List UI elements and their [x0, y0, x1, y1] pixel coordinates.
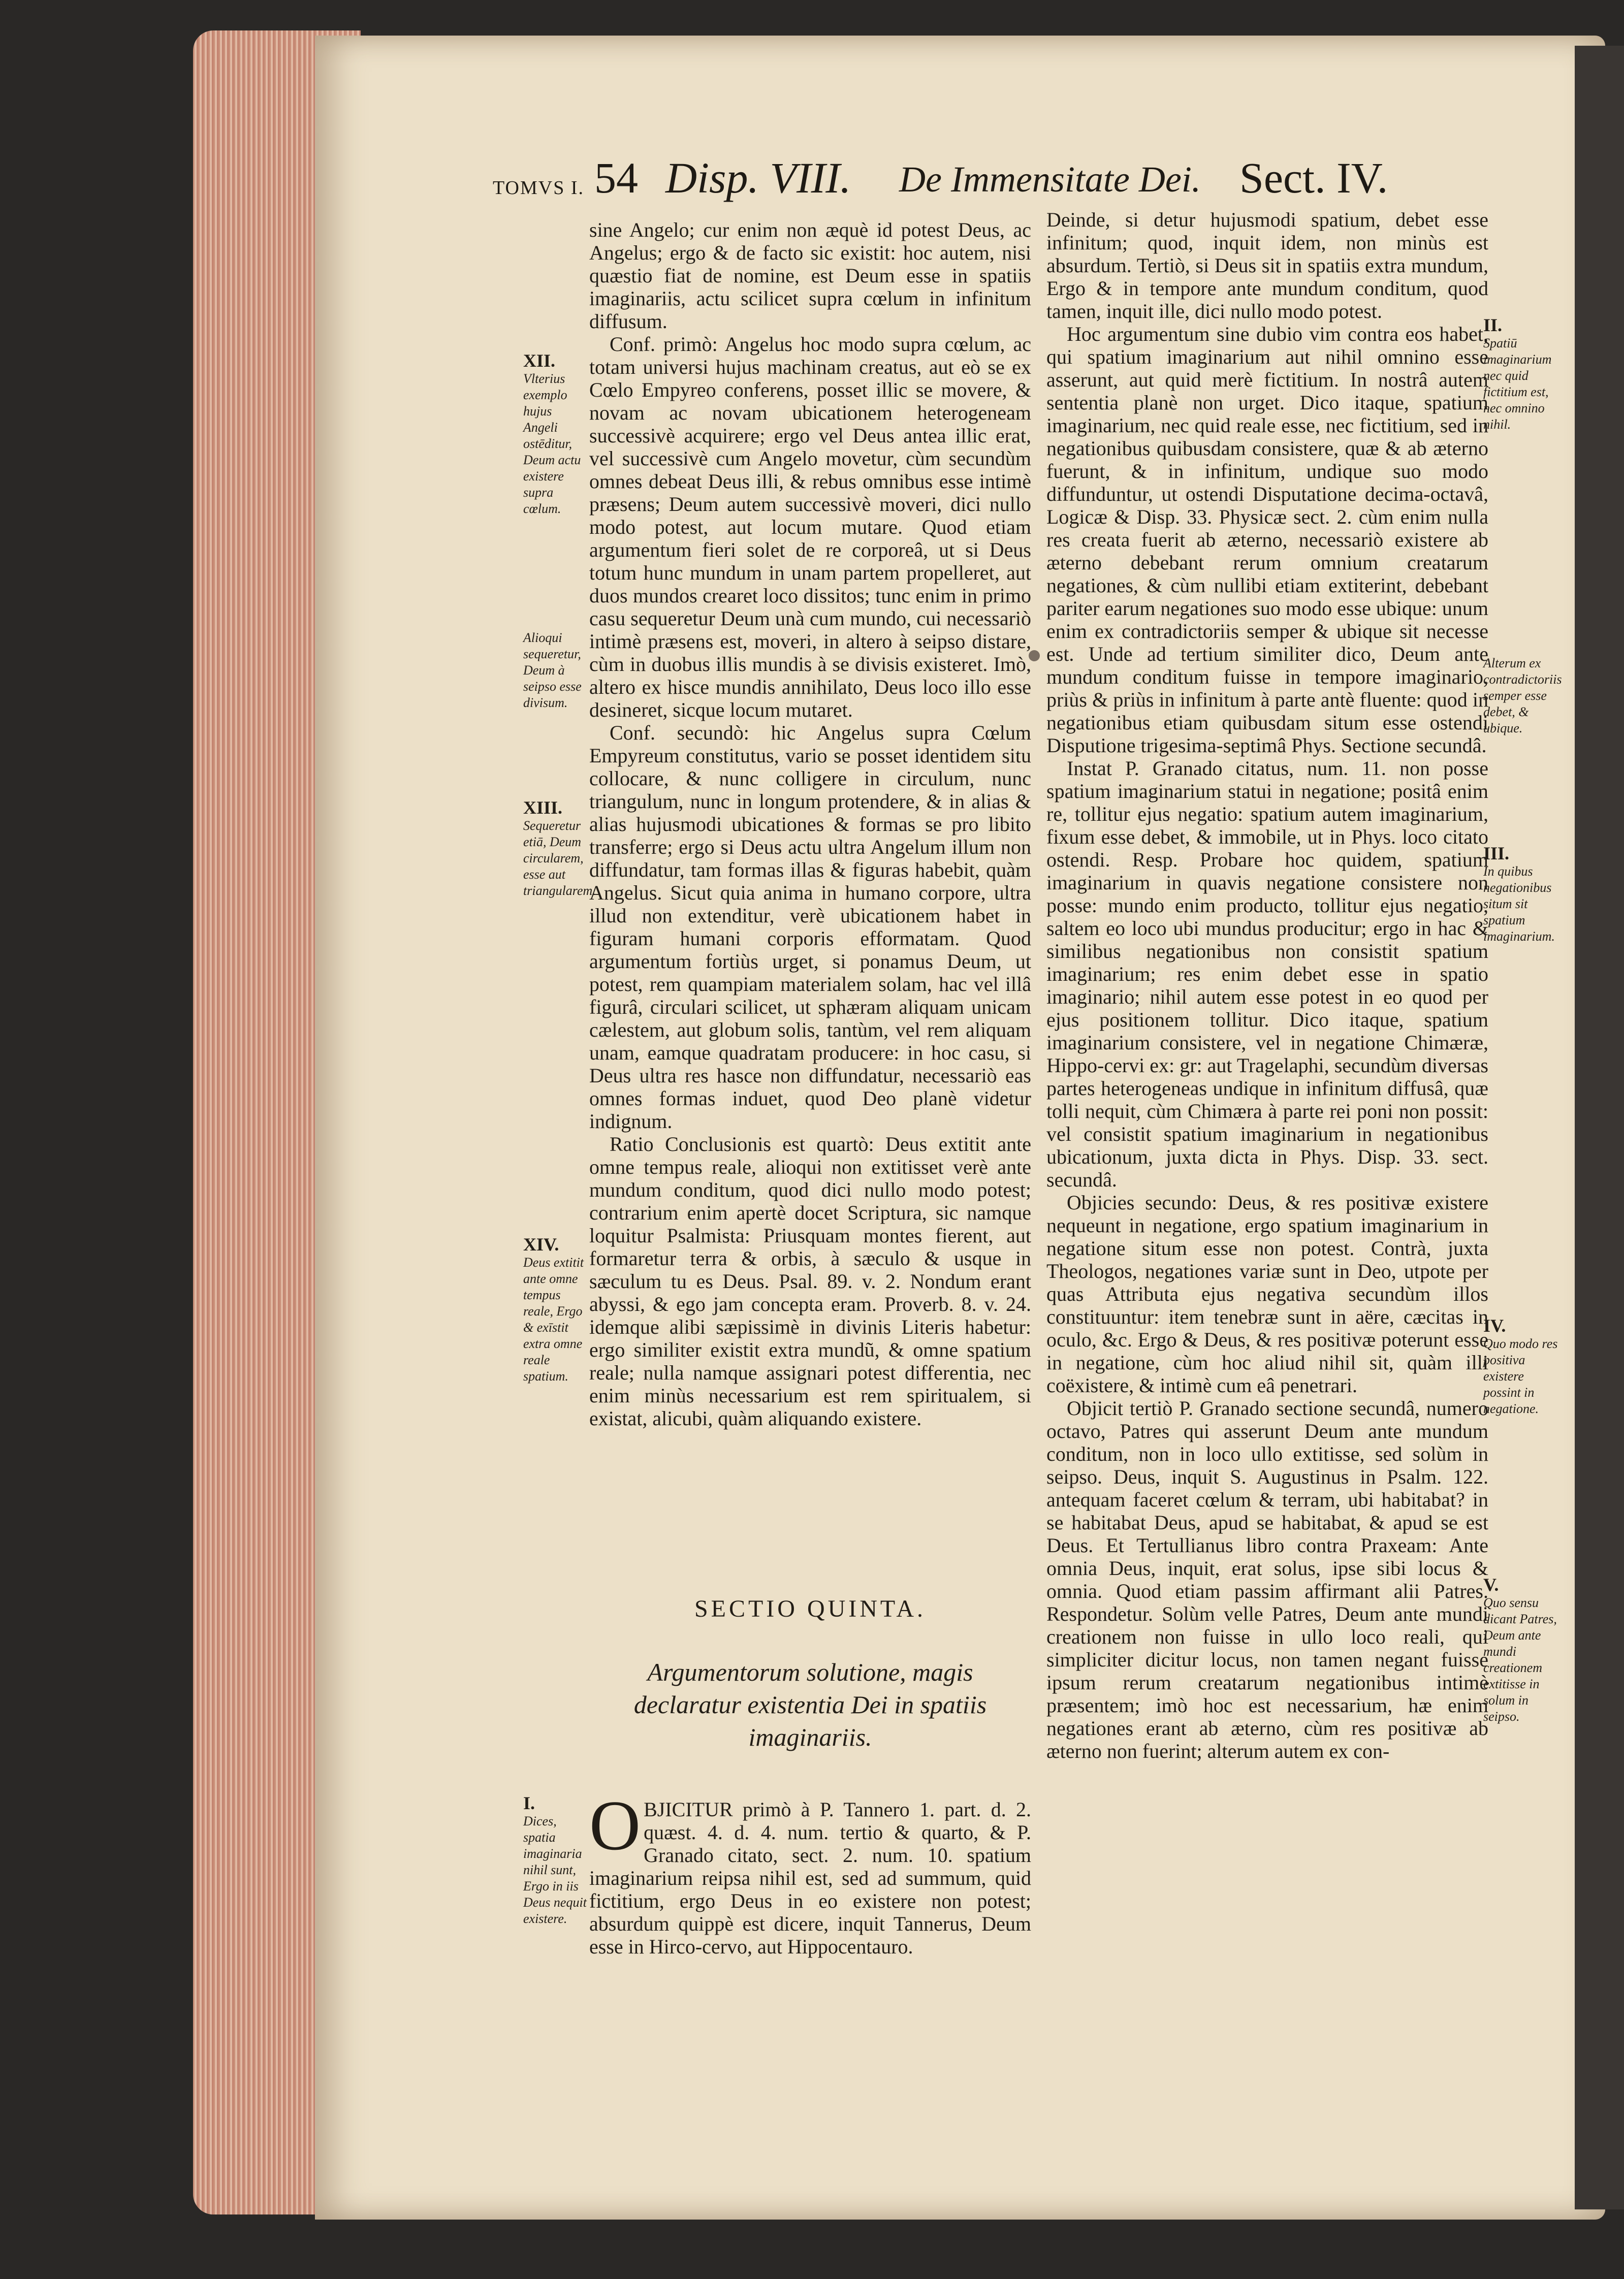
margin-note: Alioqui sequeretur, Deum à seipso esse divisum.	[523, 630, 582, 710]
paragraph: Deinde, si detur hujusmodi spatium, debet esse infinitum; quod, inquit idem, non minùs est absurdum. Tertiò, si Deus sit in spatiis extra mundum, Ergo & in tempore ante mundum conditum, quod tamen, inquit ille, dici nullo modo potest.	[1046, 208, 1488, 323]
section-heading: SECTIO QUINTA.	[694, 1595, 927, 1622]
margin-note: XII. Vlterius exemplo hujus Angeli ostēditur, Deum actu existere supra cœlum.	[523, 350, 581, 516]
running-title: De Immensitate Dei.	[899, 159, 1201, 200]
paragraph: sine Angelo; cur enim non æquè id potest Deus, ac Angelus; ergo & de facto sic existit: hoc autem, nisi quæstio fiat de nomine, est Deum esse in spatiis imaginariis, actu scilicet supra cœlum in infinitum diffusum.	[589, 218, 1031, 333]
margin-note: Alterum ex contradictoriis semper esse debet, & ubique.	[1483, 656, 1562, 735]
right-column	[1046, 208, 1488, 1996]
paragraph: Conf. primò: Angelus hoc modo supra cœlum, ac totam universi hujus machinam creatus, aut eò se ex Cœlo Empyreo conferens, posset illic se movere, & novam ac novam ubicationem heterogeneam successivè acquirere; ergo vel Deus antea illic erat, vel successivè cum Angelo movetur, cùm secundùm omnes debeat Deus illi, & rebus omnibus esse intimè præsens; Deum autem successivè moveri, dici nullo modo potest, aut locum mutare. Quod etiam argumentum fieri solet de re corporeâ, ut si Deus totum hunc mundum in unam partem propelleret, aut duos mundos crearet loco dissitos; tunc enim in primo casu sequeretur Deum unà cum mundo, cui necessariò intimè præsens est, moveri, in altero à seipso distare, cùm in duobus illis mundis à se divisis existeret. Imò, altero ex hisce mundis annihilato, Deus loco illo esse desineret, sicque locum mutaret.	[589, 333, 1031, 721]
margin-note: II. Spatiū imaginarium nec quid fictitium est, nec omnino nihil.	[1483, 315, 1552, 432]
paragraph	[589, 1786, 1031, 1958]
paragraph-text: BJICITUR primò à P. Tannero 1. part. d. 2. quæst. 4. d. 4. num. tertio & quarto, & P. Granado citato, sect. 2. num. 10. spatium imaginarium reipsa nihil est, sed ad summum, quid fictitium, ergo Deus in eo existere non potest; absurdum quippè est dicere, inquit Tannerus, Deum esse in Hirco-cervo, aut Hippocentauro.	[589, 1798, 1031, 1958]
left-column	[589, 218, 1031, 1524]
margin-note: V. Quo sensu dicant Patres, Deum ante mundi creationem extitisse in solum in seipso.	[1483, 1575, 1557, 1724]
paragraph: Objicies secundo: Deus, & res positivæ existere nequeunt in negatione, ergo spatium imaginarium in negatione situm esse non potest. Contrà, juxta Theologos, negationes variæ sunt in Deo, utpote per quas Attributa ejus negativa secundùm illos constituuntur: item tenebræ sunt in aëre, cæcitas in oculo, &c. Ergo & Deus, & res positivæ poterunt esse in negatione, cùm hoc aliud nihil sit, quàm illi coëxistere, & intimè cum eâ penetrari.	[1046, 1191, 1488, 1397]
page-number: 54	[594, 153, 638, 202]
paragraph: Objicit tertiò P. Granado sectione secundâ, numero octavo, Patres qui asserunt Deum ante mundum conditum, non in loco ullo extitisse, sed solùm in seipso. Deus, inquit S. Augustinus in Psalm. 122. antequam faceret cœlum & terram, ubi habitabat? in se habitabat Deus, apud se habitabat, & apud se est Deus. Et Tertullianus libro contra Praxeam: Ante omnia Deus, inquit, erat solus, ipse sibi locus & omnia. Quod etiam passim affirmant alii Patres. Respondetur. Solùm velle Patres, Deum ante mundi creationem non fuisse in ullo loco reali, qui simpliciter dicitur locus, non tamen negant fuisse ipsum rerum creatarum negationibus intimè præsentem; imò hoc est necessarium, hæ enim negationes erant ab æterno, cùm res positivæ ab æterno non fuerint; alterum autem ex con-	[1046, 1397, 1488, 1762]
left-column-continued	[589, 1786, 1031, 2001]
margin-note: I. Dices, spatia imaginaria nihil sunt, Ergo in iis Deus nequit existere.	[523, 1793, 587, 1926]
page-header	[493, 152, 1509, 213]
paragraph: Conf. secundò: hic Angelus supra Cœlum Empyreum constitutus, vario se posset identidem situ collocare, & nunc colligere in circulum, nunc triangulum, nunc in longum protendere, & in alias & alias hujusmodi ubicationes & formas se pro libito transferre; ergo si Deus actu ultra Angelum illum non diffundatur, tam formas illas & figuras habebit, quàm Angelus. Sicut quia anima in humano corpore, ultra illud non extenditur, verè ubicationem habet in figuram humani corporis efformatam. Quod argumentum fortiùs urget, si ponamus Deum, ut potest, rem quampiam materialem solam, hac vel illâ figurâ, circulari scilicet, ut sphæram aliquam unicam cælestem, aut globum solis, tantùm, vel rem aliquam unam, eamque quadratam producere: in hoc casu, si Deus ultra res hasce non diffundatur, necessariò eas omnes formas induet, quod Deo planè videtur indignum.	[589, 721, 1031, 1133]
margin-note: XIII. Sequeretur etiā, Deum circularem, esse aut triangularem.	[523, 797, 596, 898]
tomus-label: TOMVS I.	[493, 177, 584, 199]
section-subtitle: Argumentorum solutione, magis declaratur existentia Dei in spatiis imaginariis.	[633, 1658, 987, 1751]
disp-label: Disp. VIII.	[665, 153, 851, 202]
margin-note: IV. Quo modo res positiva existere possint in negatione.	[1483, 1315, 1558, 1416]
paragraph: Ratio Conclusionis est quartò: Deus extitit ante omne tempus reale, alioqui non extitisset verè ante mundum conditum, quod dici nullo modo potest; contrarium enim apertè docet Scriptura, sic namque loquitur Psalmista: Priusquam montes fierent, aut formaretur terra & orbis, à sæculo & usque in sæculum tu es Deus. Psal. 89. v. 2. Nondum erant abyssi, & ego jam concepta eram. Proverb. 8. v. 24. idemque alibi sæpissimè in divinis Literis habetur: ergo similiter existit extra mundũ, & omne spatium reale; nulla namque assignari potest differentia, nec enim minùs necessarium est rem spiritualem, si existat, alicubi, quàm aliquando existere.	[589, 1133, 1031, 1430]
paragraph: Instat P. Granado citatus, num. 11. non posse spatium imaginarium statui in negatione; positâ enim re, tollitur ejus negatio: spatium autem imaginarium, fixum esse debet, & immobile, ut in Phys. loco citato ostendi. Resp. Probare hoc quidem, spatium imaginarium in quavis negatione consistere non posse: mundo enim producto, tollitur ejus negatio, saltem eo loco ubi mundus producitur; ergo in hac & similibus negationibus non consistit spatium imaginarium; res enim debet esse in spatio imaginario; nihil autem esse potest in eo quod per ejus positionem tollitur. Dico itaque, spatium imaginarium consistere, vel in negatione Chimæræ, Hippo-cervi ex: gr: aut Tragelaphi, secundùm diversas partes heterogeneas undique in infinitum diffusâ, quæ tolli nequit, cùm Chimæra à parte rei poni non possit: vel consistit spatium imaginarium in negationibus ubicationum, juxta dicta in Phys. Disp. 33. sect. secundâ.	[1046, 757, 1488, 1191]
paragraph: Hoc argumentum sine dubio vim contra eos habet, qui spatium imaginarium aut nihil omnino esse asserunt, aut quid merè fictitium. In nostrâ autem sententia planè non urget. Dico itaque, spatium imaginarium, nec quid reale esse, nec fictitium, sed in negationibus quibusdam consistere, quæ & ab æterno fuerunt, & in infinitum, undique suo modo diffunduntur, ut ostendi Disputatione decima-octavâ, Logicæ & Disp. 33. Physicæ sect. 2. cùm enim nulla res creata fuerit ab æterno, necessariò existere ab æterno debebant rerum omnium creatarum negationes, & cùm nullibi etiam extiterint, debebant pariter earum negationes suo modo esse ubique: unum enim ex contradictoriis semper & ubique sit necesse est. Unde ad tertium similiter dico, Deum ante mundum conditum fuisse in tempore imaginario, priùs & priùs in infinitum à parte antè fluente: quod in negationibus etiam quibusdam situm esse ostendi Disputione trigesima-septimâ Phys. Sectione secundâ.	[1046, 323, 1488, 757]
page-shadow	[1575, 46, 1624, 2209]
sect-label: Sect. IV.	[1239, 153, 1388, 202]
drop-cap: O	[589, 1786, 641, 1865]
margin-note: III. In quibus negationibus situm sit spatium imaginarium.	[1483, 843, 1555, 944]
margin-note: XIV. Deus extitit ante omne tempus reale, Ergo & exīstit extra omne reale spatium.	[523, 1234, 584, 1384]
